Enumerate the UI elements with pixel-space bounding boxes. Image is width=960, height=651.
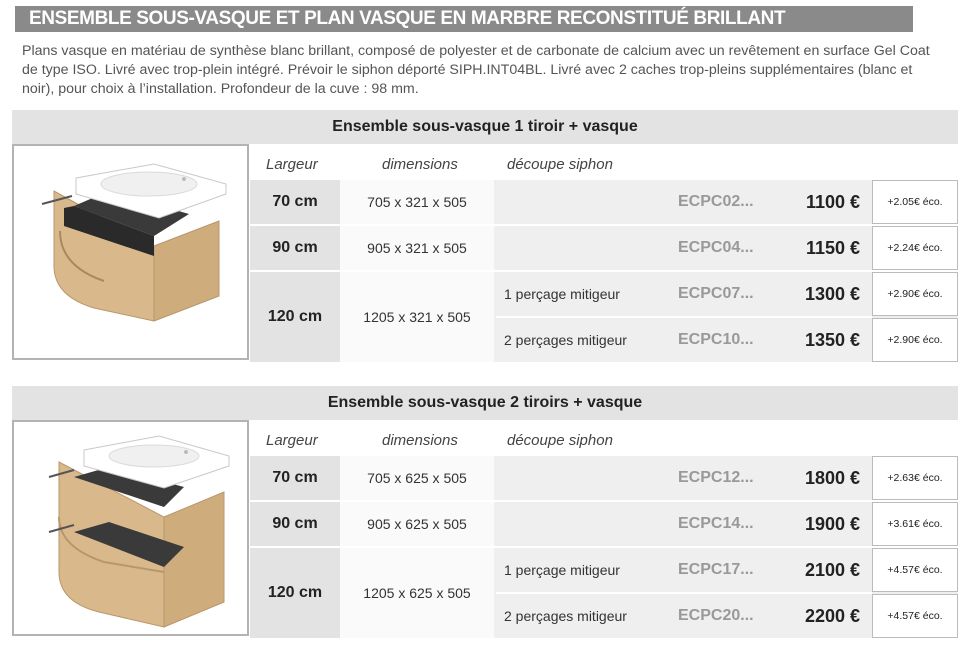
section-heading: Ensemble sous-vasque 1 tiroir + vasque bbox=[12, 110, 958, 144]
eco-fee-cell: +2.24€ éco. bbox=[872, 226, 958, 270]
siphon-cell: 2 perçages mitigeur bbox=[504, 608, 627, 624]
siphon-cell: 2 perçages mitigeur bbox=[504, 332, 627, 348]
price-cell: 1800 € bbox=[804, 467, 860, 488]
price-cell: 1100 € bbox=[805, 191, 860, 212]
table-row bbox=[250, 456, 958, 500]
reference-cell: ECPC04... bbox=[678, 239, 754, 256]
price-cell: 1150 € bbox=[805, 237, 860, 258]
table-row bbox=[250, 226, 958, 270]
dimensions-cell: 705 x 625 x 505 bbox=[340, 456, 494, 500]
eco-fee-cell: +2.05€ éco. bbox=[872, 180, 958, 224]
reference-cell: ECPC10... bbox=[678, 331, 754, 348]
column-header-siphon: découpe siphon bbox=[507, 156, 613, 173]
dimensions-cell: 905 x 321 x 505 bbox=[340, 226, 494, 270]
column-header-width: Largeur bbox=[266, 432, 318, 449]
dimensions-cell: 1205 x 321 x 505 bbox=[340, 272, 494, 362]
table-row-group bbox=[250, 548, 958, 638]
width-cell: 70 cm bbox=[250, 180, 340, 224]
title-bar bbox=[15, 6, 913, 32]
siphon-cell: 1 perçage mitigeur bbox=[504, 286, 620, 302]
price-cell: 1900 € bbox=[804, 513, 860, 534]
column-header-siphon: découpe siphon bbox=[507, 432, 613, 449]
eco-fee-cell: +4.57€ éco. bbox=[872, 594, 958, 638]
price-cell: 2100 € bbox=[804, 559, 860, 580]
vanity-two-drawers-image bbox=[12, 420, 249, 636]
siphon-cell bbox=[496, 502, 670, 546]
eco-fee-cell: +2.90€ éco. bbox=[872, 318, 958, 362]
reference-cell: ECPC17... bbox=[678, 561, 754, 578]
dimensions-cell: 905 x 625 x 505 bbox=[340, 502, 494, 546]
reference-cell: ECPC02... bbox=[678, 193, 754, 210]
width-cell: 90 cm bbox=[250, 226, 340, 270]
table-row-group bbox=[250, 272, 958, 362]
price-cell: 2200 € bbox=[804, 605, 860, 626]
siphon-cell bbox=[496, 456, 670, 500]
table-row bbox=[250, 502, 958, 546]
column-header-dimensions: dimensions bbox=[382, 156, 458, 173]
dimensions-cell: 705 x 321 x 505 bbox=[340, 180, 494, 224]
column-header-width: Largeur bbox=[266, 156, 318, 173]
siphon-cell bbox=[496, 226, 670, 270]
eco-fee-cell: +2.63€ éco. bbox=[872, 456, 958, 500]
width-cell: 120 cm bbox=[250, 272, 340, 362]
siphon-cell: 1 perçage mitigeur bbox=[504, 562, 620, 578]
reference-cell: ECPC14... bbox=[678, 515, 754, 532]
section-two-drawers bbox=[12, 386, 958, 638]
reference-cell: ECPC12... bbox=[678, 469, 754, 486]
reference-cell: ECPC07... bbox=[678, 285, 754, 302]
reference-cell: ECPC20... bbox=[678, 607, 754, 624]
section-heading: Ensemble sous-vasque 2 tiroirs + vasque bbox=[12, 386, 958, 420]
price-cell: 1350 € bbox=[804, 329, 860, 350]
eco-fee-cell: +4.57€ éco. bbox=[872, 548, 958, 592]
width-cell: 70 cm bbox=[250, 456, 340, 500]
section-one-drawer bbox=[12, 110, 958, 362]
width-cell: 120 cm bbox=[250, 548, 340, 638]
width-cell: 90 cm bbox=[250, 502, 340, 546]
eco-fee-cell: +2.90€ éco. bbox=[872, 272, 958, 316]
table-row bbox=[250, 180, 958, 224]
page-title: ENSEMBLE SOUS-VASQUE ET PLAN VASQUE EN MARBRE RECONSTITUÉ BRILLANT bbox=[29, 8, 786, 29]
siphon-cell bbox=[496, 180, 670, 224]
column-header-dimensions: dimensions bbox=[382, 432, 458, 449]
dimensions-cell: 1205 x 625 x 505 bbox=[340, 548, 494, 638]
vanity-one-drawer-image bbox=[12, 144, 249, 360]
eco-fee-cell: +3.61€ éco. bbox=[872, 502, 958, 546]
product-description: Plans vasque en matériau de synthèse blanc brillant, composé de polyester et de carbonate de calcium avec un revêtement en surface Gel Coat de type ISO. Livré avec trop-plein intégré. Prévoir le siphon déporté SIPH.INT04BL. Livré avec 2 caches trop-pleins supplémentaires (blanc et noir), pour choix à l’installation. Profondeur de la cuve : 98 mm. bbox=[22, 43, 930, 97]
price-cell: 1300 € bbox=[804, 283, 860, 304]
